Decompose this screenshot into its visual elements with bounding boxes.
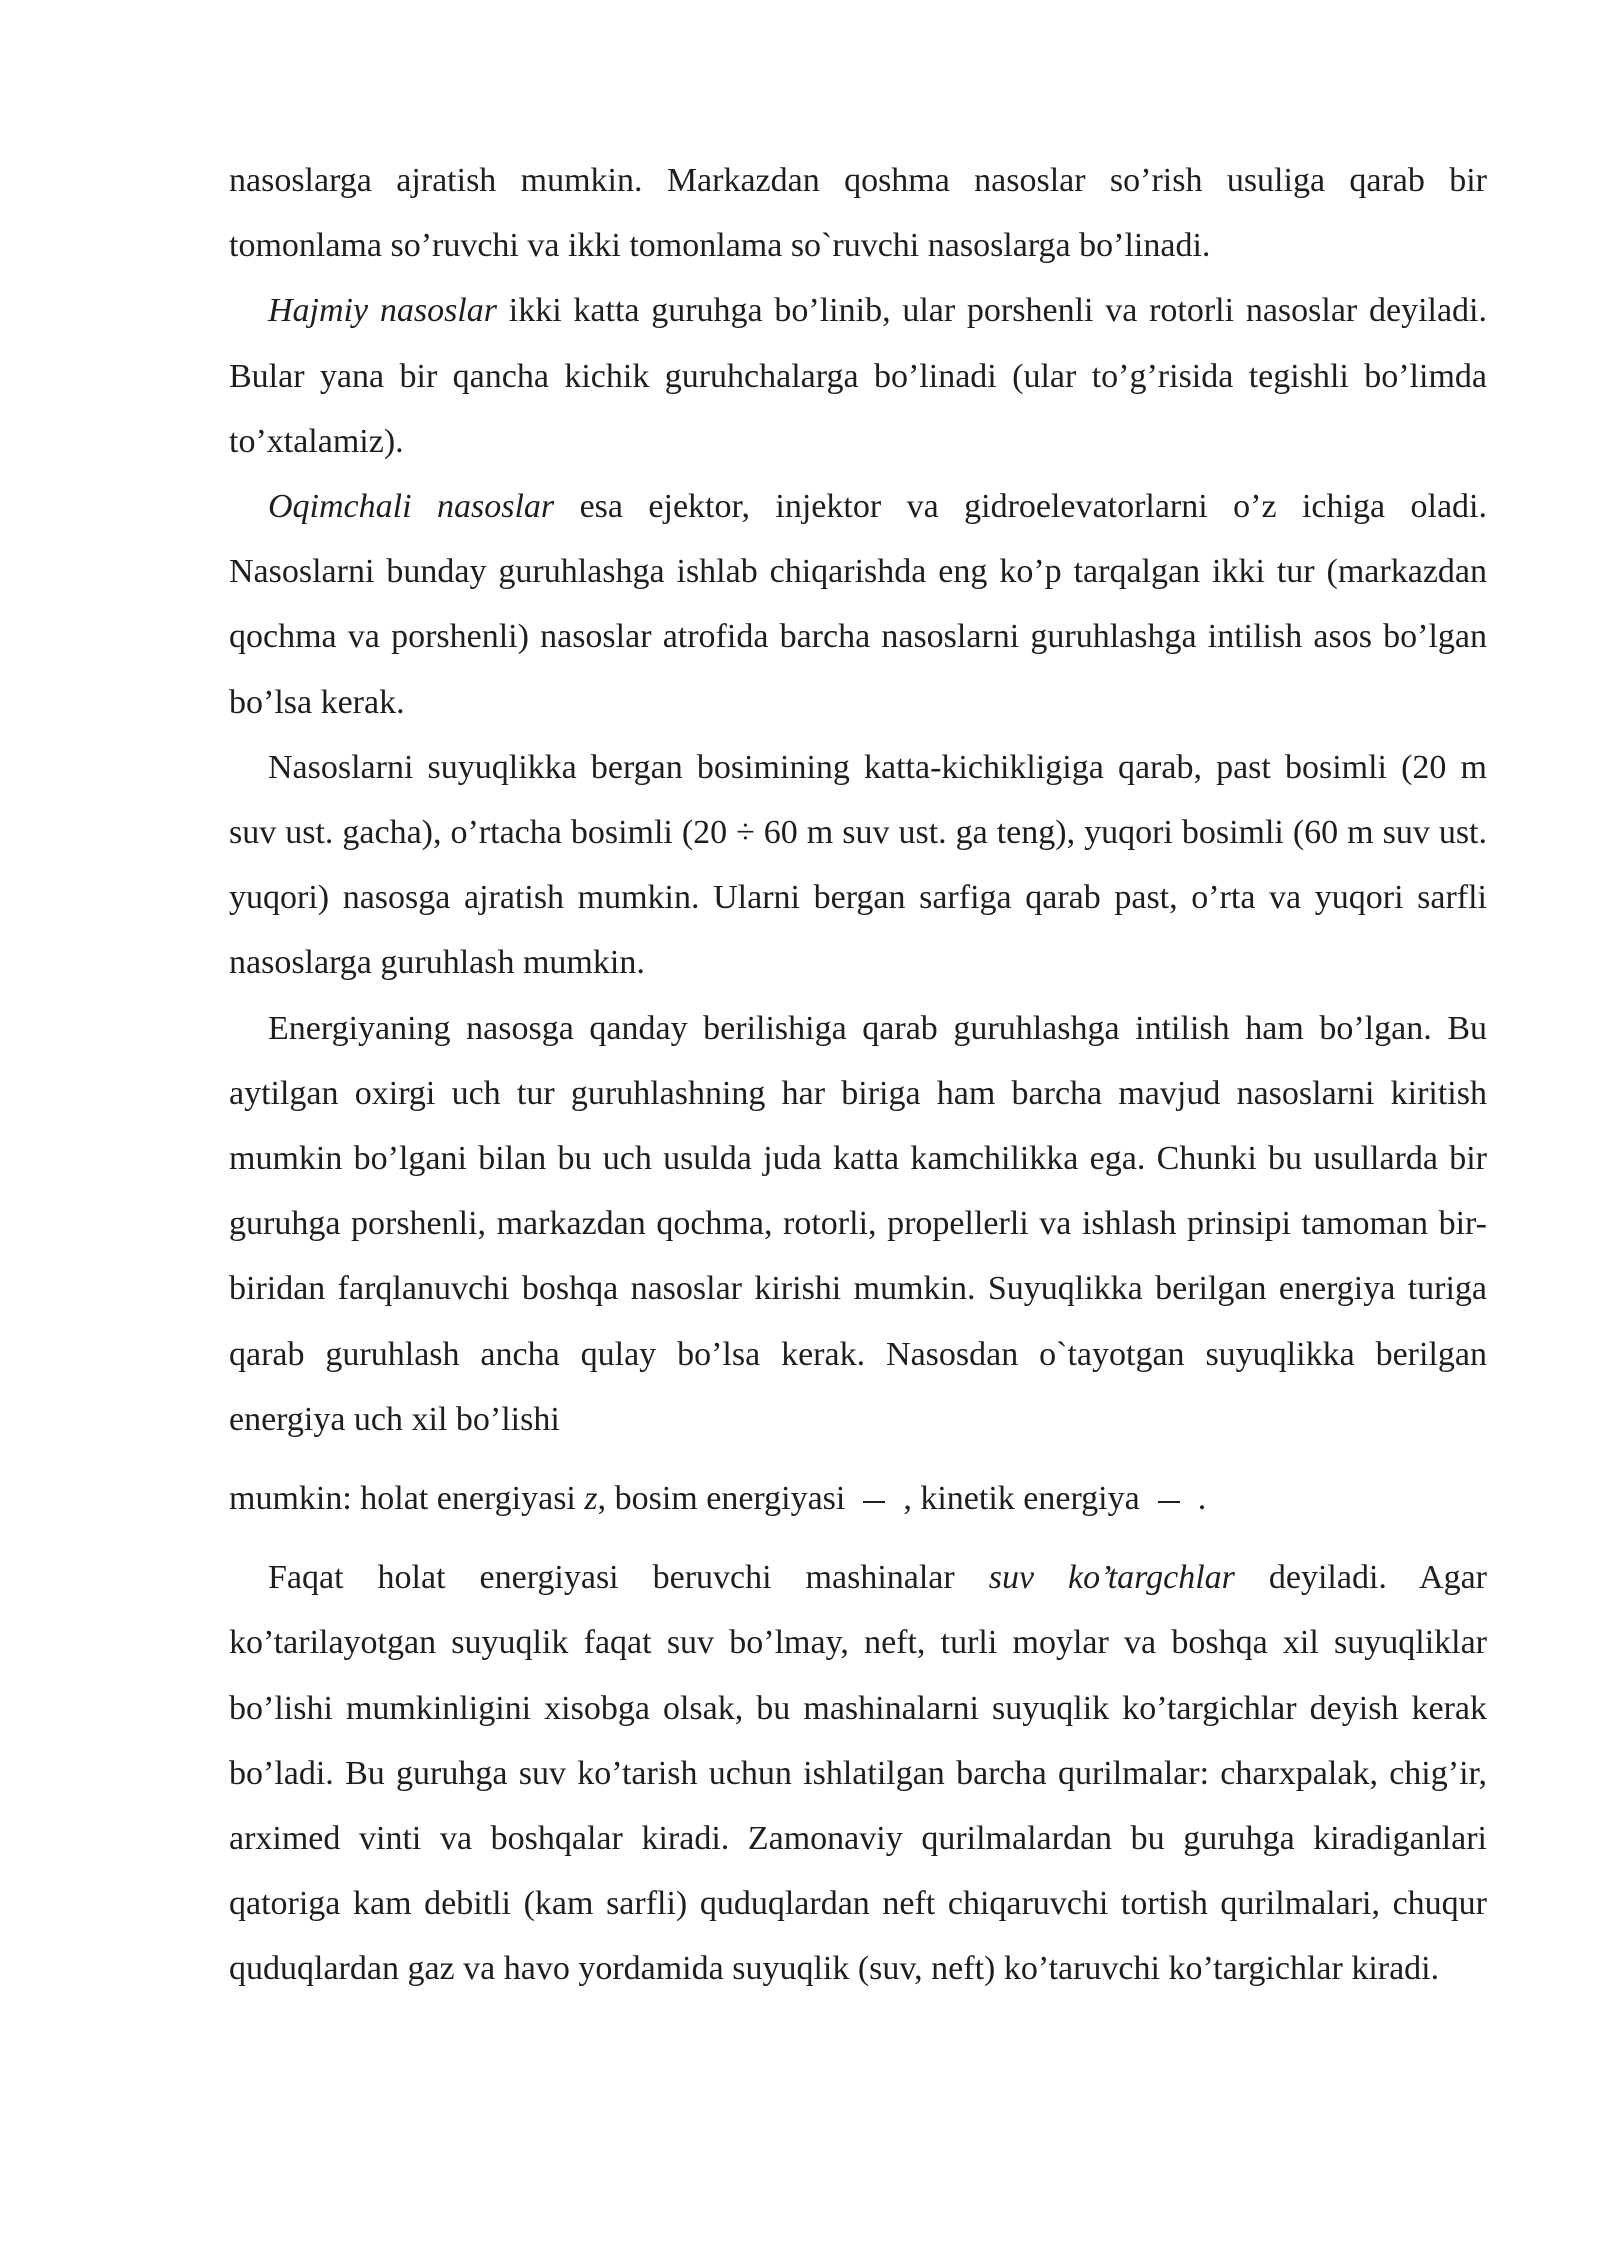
paragraph-water-lifters [229, 1545, 1487, 2001]
paragraph-energy-classification [229, 996, 1487, 1452]
pressure-energy-fraction [859, 1484, 889, 1518]
paragraph-volumetric-pumps [229, 278, 1487, 474]
kinetic-energy-fraction [1154, 1484, 1184, 1518]
paragraph-text: deyiladi. Agar ko’tarilayotgan suyuqlik faqat suv bo’lmay, neft, turli moylar va boshqa xil suyuqliklar bo’lishi mumkinligini xisobga olsak, bu mashinalarni suyuqlik ko’targichlar deyish kerak bo’ladi. Bu guruhga suv ko’tarish uchun ishlatilgan barcha qurilmalar: charxpalak, chig’ir, arximed vinti va boshqalar kiradi. Zamonaviy qurilmalardan bu guruhga kiradiganlari qatoriga kam debitli (kam sarfli) quduqlardan neft chiqaruvchi tortish qurilmalari, chuqur quduqlardan gaz va havo yordamida suyuqlik (suv, neft) ko’taruvchi ko’targichlar kiradi. [229, 1559, 1487, 1988]
paragraph-pump-suction-types [229, 148, 1487, 278]
paragraph-text: , kinetik energiya [903, 1480, 1140, 1518]
paragraph-text: Nasoslarni suyuqlikka bergan bosimining katta-kichikligiga qarab, past bosimli (20 m suv ust. gacha), o’rtacha bosimli (20 ÷ 60 m suv ust. ga teng), yuqori bosimli (60 m suv ust. yuqori) nasosga ajratish mumkin. Ularni bergan sarfiga qarab past, o’rta va yuqori sarfli nasoslarga guruhlash mumkin. [229, 748, 1487, 982]
paragraph-text: ikki katta guruhga bo’linib, ular porshenli va rotorli nasoslar deyiladi. Bular yana bir qancha kichik guruhchalarga bo’linadi (ular to’g’risida tegishli bo’limda to’xtalamiz). [229, 292, 1488, 460]
paragraph-pressure-classification [229, 735, 1487, 996]
paragraph-text: Faqat holat energiyasi beruvchi mashinalar [268, 1559, 989, 1597]
paragraph-text: mumkin: holat energiyasi [229, 1480, 585, 1518]
paragraph-text: , bosim energiyasi [597, 1480, 846, 1518]
body-text [229, 148, 1487, 2002]
paragraph-text: . [1197, 1480, 1207, 1518]
paragraph-energy-formulas [229, 1466, 1487, 1531]
paragraph-text: nasoslarga ajratish mumkin. Markazdan qoshma nasoslar so’rish usuliga qarab bir tomonlama so’ruvchi va ikki tomonlama so`ruvchi nasoslarga bo’linadi. [229, 162, 1487, 265]
paragraph-jet-pumps [229, 474, 1487, 735]
paragraph-text: esa ejektor, injektor va gidroelevatorlarni o’z ichiga oladi. Nasoslarni bunday guruhlashga ishlab chiqarishda eng ko’p tarqalgan ikki tur (markazdan qochma va porshenli) nasoslar atrofida barcha nasoslarni guruhlashga intilish asos bo’lgan bo’lsa kerak. [229, 488, 1487, 721]
term-jet-pumps: Oqimchali nasoslar [268, 488, 555, 526]
term-water-lifters: suv ko’targchlar [988, 1559, 1235, 1597]
paragraph-text: Energiyaning nasosga qanday berilishiga qarab guruhlashga intilish ham bo’lgan. Bu aytilgan oxirgi uch tur guruhlashning har biriga ham barcha mavjud nasoslarni kiritish mumkin bo’lgani bilan bu uch usulda juda katta kamchilikka ega. Chunki bu usullarda bir guruhga porshenli, markazdan qochma, rotorli, propellerli va ishlash prinsipi tamoman bir-biridan farqlanuvchi boshqa nasoslar kirishi mumkin. Suyuqlikka berilgan energiya turiga qarab guruhlash ancha qulay bo’lsa kerak. Nasosdan o`tayotgan suyuqlikka berilgan energiya uch xil bo’lishi [229, 1009, 1487, 1438]
term-volumetric-pumps: Hajmiy nasoslar [268, 292, 497, 330]
position-energy-symbol: z [584, 1480, 598, 1518]
